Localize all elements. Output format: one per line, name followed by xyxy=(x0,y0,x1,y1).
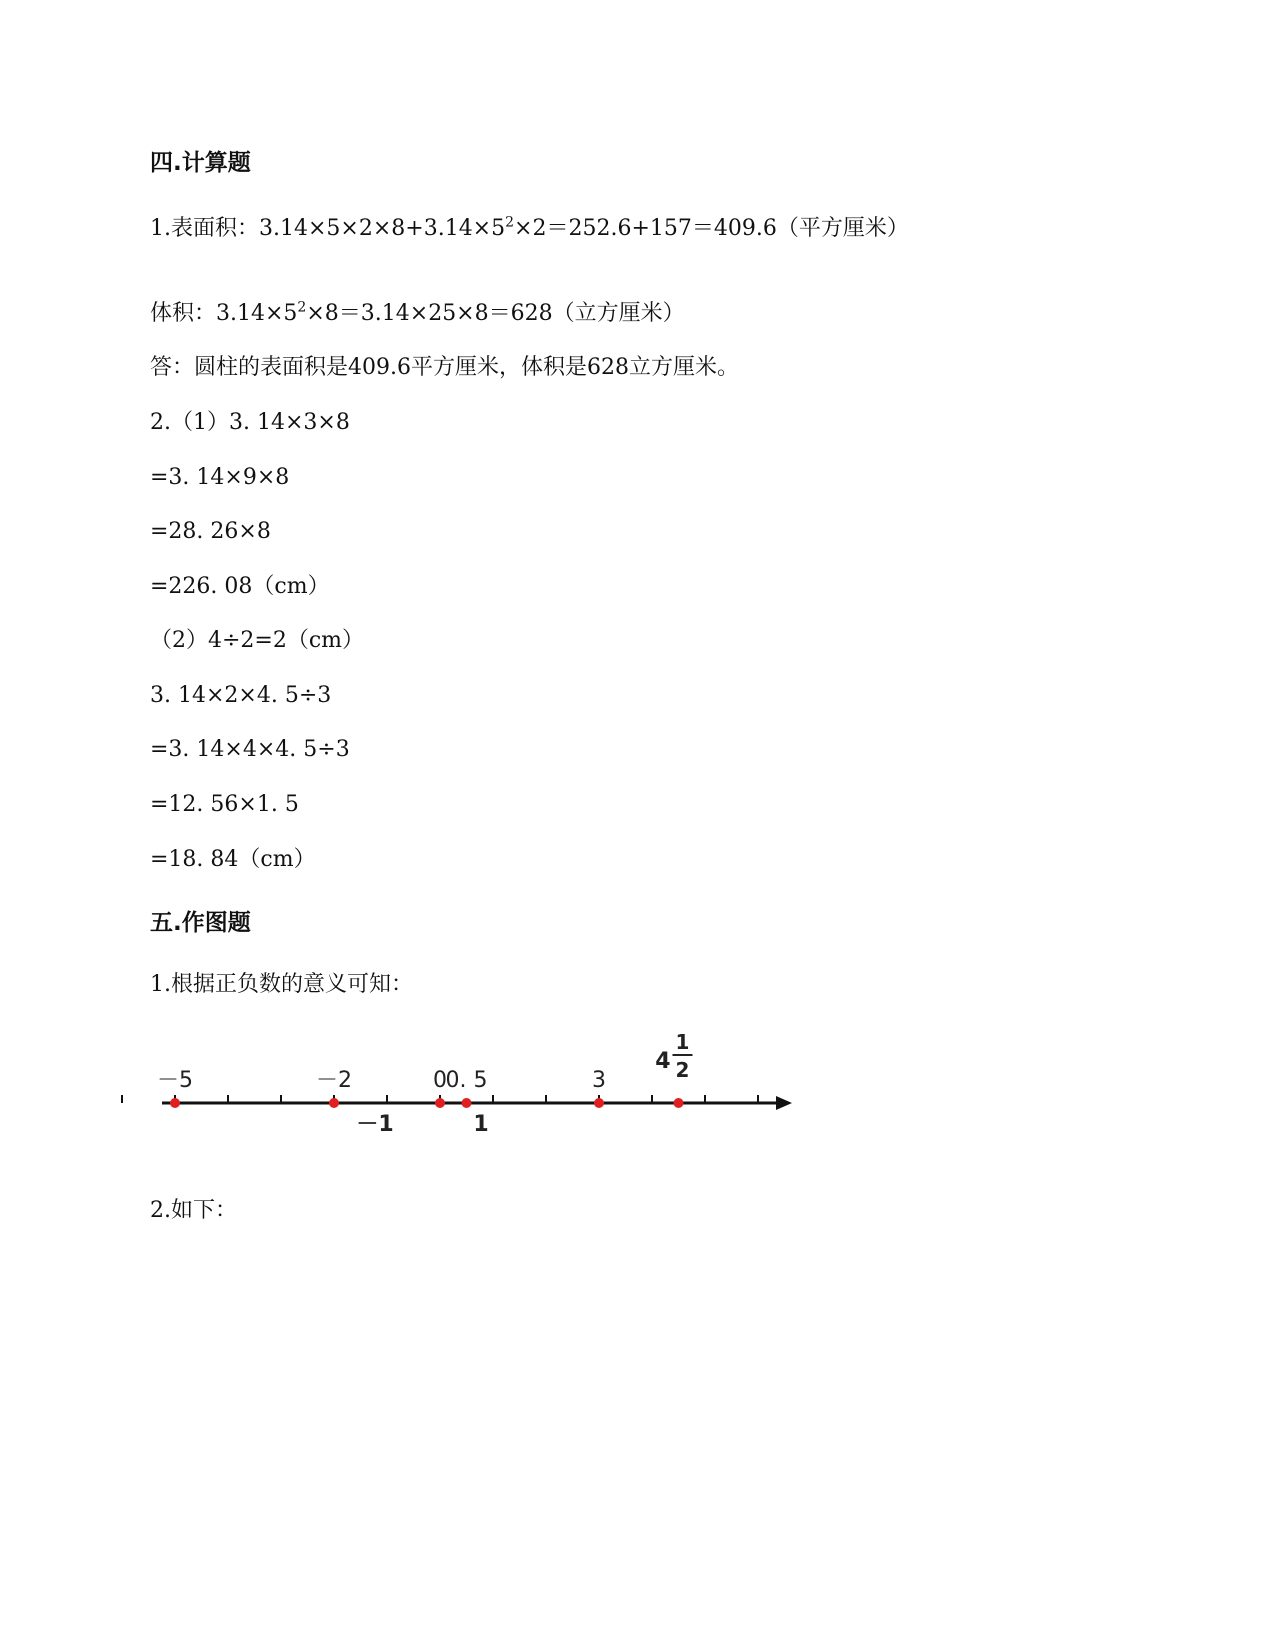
volume-suffix: ×8＝3.14×25×8＝628（立方厘米） xyxy=(306,301,685,326)
surface-suffix: ×2＝252.6+157＝409.6（平方厘米） xyxy=(514,216,909,241)
point-label-whole: 4 xyxy=(655,1049,671,1074)
q2-line-1: 2.（1）3. 14×3×8 xyxy=(150,410,350,435)
point-label: 3 xyxy=(592,1068,606,1093)
q2-line-8: =12. 56×1. 5 xyxy=(150,792,299,817)
q2-line-3: =28. 26×8 xyxy=(150,519,271,544)
document-page xyxy=(150,0,1150,1650)
volume-prefix: 体积：3.14×5 xyxy=(150,301,298,326)
q2-line-6: 3. 14×2×4. 5÷3 xyxy=(150,683,332,708)
q1-answer-line: 答：圆柱的表面积是409.6平方厘米，体积是628立方厘米。 xyxy=(150,355,739,380)
point-marker xyxy=(462,1098,472,1108)
point-label: －2 xyxy=(316,1068,352,1093)
q2-line-7: =3. 14×4×4. 5÷3 xyxy=(150,737,350,762)
q1-surface-area-line xyxy=(150,214,909,244)
below-axis-label: 1 xyxy=(473,1112,489,1137)
number-line-figure xyxy=(150,1030,830,1208)
q1-volume-line xyxy=(150,299,685,329)
q2-line-2: =3. 14×9×8 xyxy=(150,465,290,490)
q2-line-5: （2）4÷2=2（cm） xyxy=(150,628,365,653)
point-marker xyxy=(674,1098,684,1108)
point-label: 0. 5 xyxy=(445,1068,488,1093)
q2-line-9: =18. 84（cm） xyxy=(150,847,316,872)
q2-line-4: =226. 08（cm） xyxy=(150,574,330,599)
section-heading-drawing: 五.作图题 xyxy=(150,910,251,936)
section-heading-calculation: 四.计算题 xyxy=(150,150,251,176)
point-label: 0 xyxy=(433,1068,447,1093)
point-marker xyxy=(594,1098,604,1108)
drawing-q1-text: 1.根据正负数的意义可知： xyxy=(150,972,413,997)
point-label: －5 xyxy=(157,1068,193,1093)
number-line-arrowhead xyxy=(776,1096,792,1110)
point-label-denominator: 2 xyxy=(675,1058,690,1082)
below-axis-label: －1 xyxy=(356,1112,394,1137)
surface-prefix: 1.表面积：3.14×5×2×8+3.14×5 xyxy=(150,216,506,241)
point-marker xyxy=(435,1098,445,1108)
point-marker xyxy=(329,1098,339,1108)
volume-superscript: 2 xyxy=(297,299,307,316)
point-marker xyxy=(170,1098,180,1108)
surface-superscript: 2 xyxy=(505,214,515,231)
point-label-numerator: 1 xyxy=(675,1030,690,1054)
drawing-q2-text: 2.如下： xyxy=(150,1198,237,1223)
